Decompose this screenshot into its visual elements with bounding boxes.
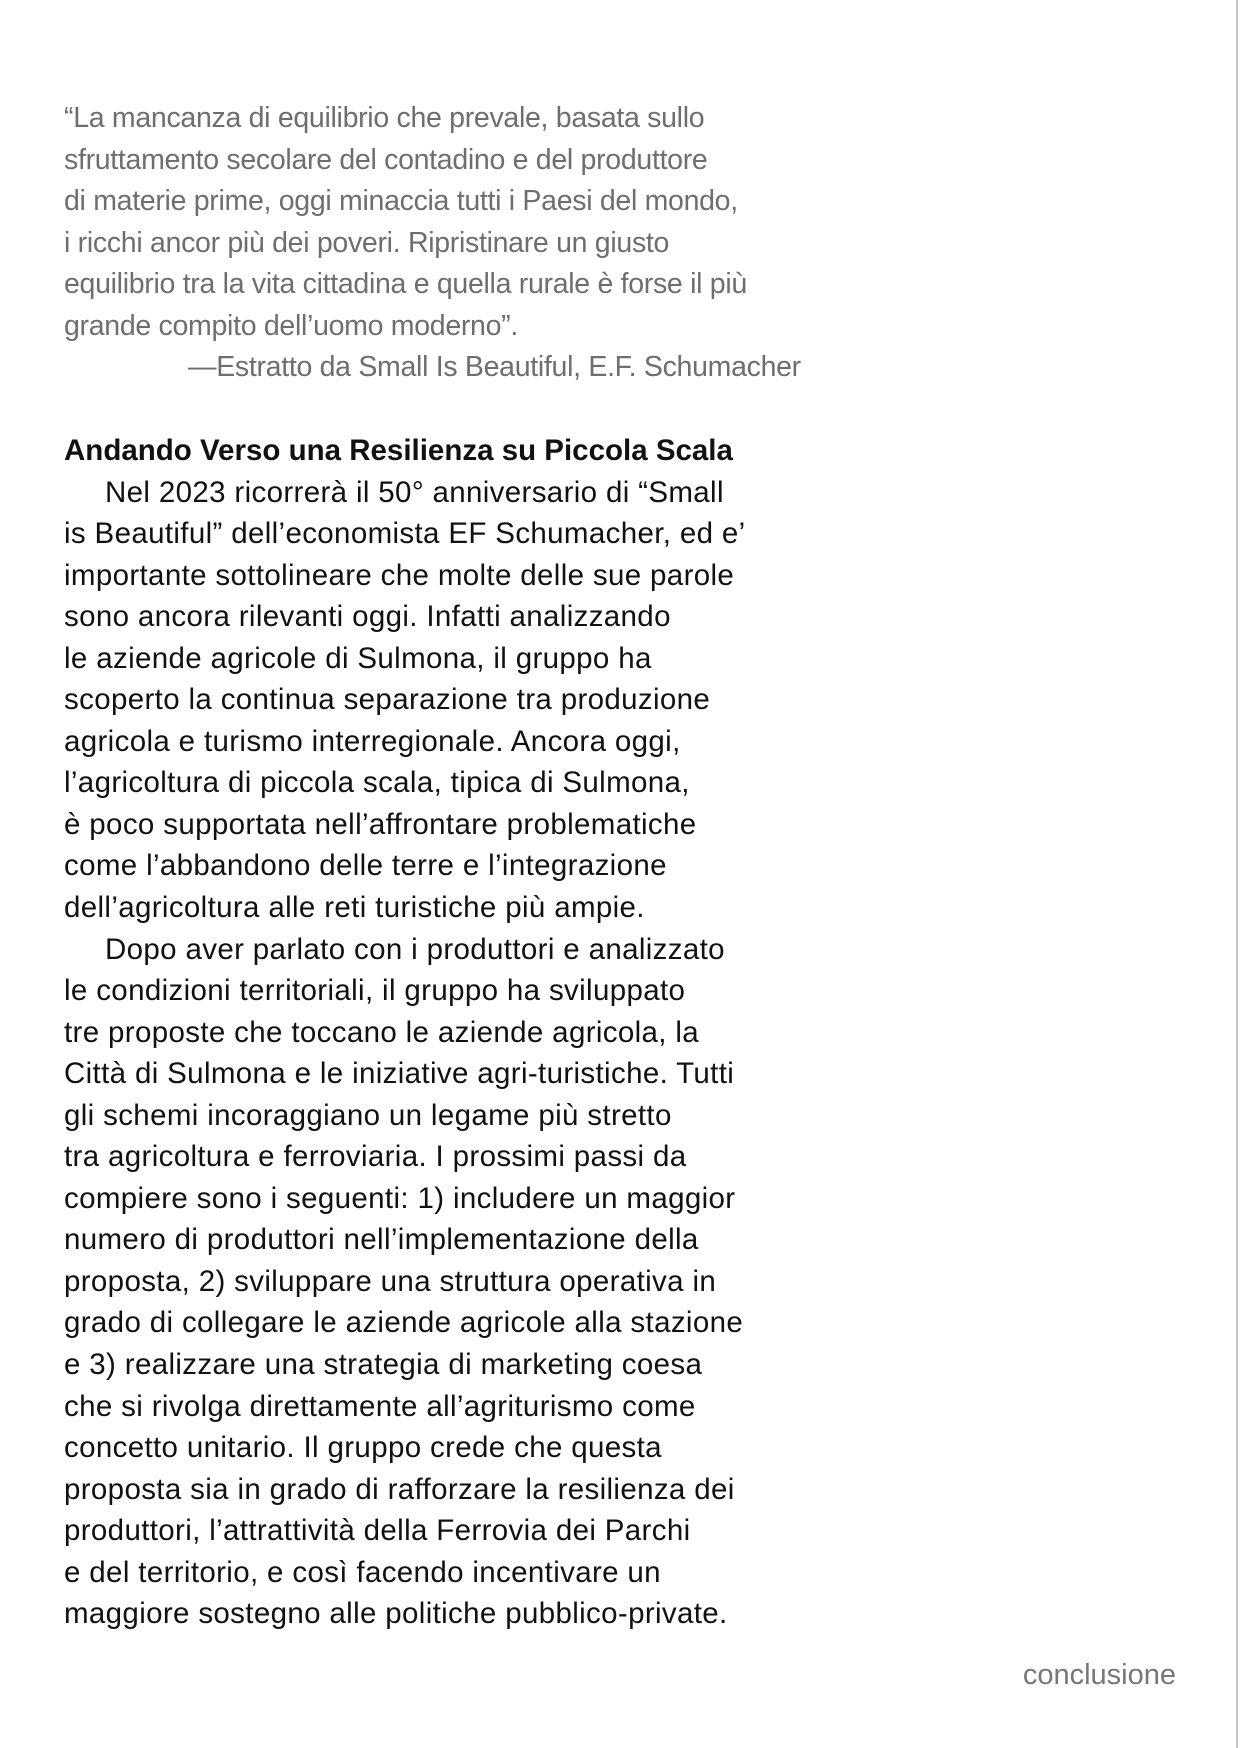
running-footer-section-label: conclusione	[1022, 1659, 1176, 1691]
paragraph-line: le condizioni territoriali, il gruppo ha sviluppato	[64, 974, 686, 1008]
paragraph-2	[64, 929, 804, 1635]
paragraph-line: agricola e turismo interregionale. Ancora oggi,	[64, 724, 681, 758]
paragraph-line: importante sottolineare che molte delle sue parole	[64, 558, 735, 592]
paragraph-line: e del territorio, e così facendo incentivare un	[64, 1555, 661, 1589]
paragraph-line: maggiore sostegno alle politiche pubblico-private.	[64, 1597, 728, 1631]
quote-line: grande compito dell’uomo moderno”.	[64, 309, 518, 342]
quote-line: i ricchi ancor più dei poveri. Ripristinare un giusto	[64, 226, 670, 259]
paragraph-line: produttori, l’attrattività della Ferrovia dei Parchi	[64, 1514, 691, 1548]
paragraph-line: grado di collegare le aziende agricole alla stazione	[64, 1306, 744, 1340]
paragraph-1	[64, 472, 804, 929]
paragraph-line: che si rivolga direttamente all’agriturismo come	[64, 1389, 696, 1423]
paragraph-line: compiere sono i seguenti: 1) includere un maggior	[64, 1181, 736, 1215]
paragraph-line: gli schemi incoraggiano un legame più stretto	[64, 1098, 672, 1132]
quote-attribution: —Estratto da Small Is Beautiful, E.F. Schumacher	[188, 351, 801, 383]
paragraph-line: proposta, 2) sviluppare una struttura operativa in	[64, 1264, 717, 1298]
quote-line: di materie prime, oggi minaccia tutti i Paesi del mondo,	[64, 185, 738, 217]
quote-line: sfruttamento secolare del contadino e del produttore	[64, 143, 708, 176]
paragraph-line: numero di produttori nell’implementazione della	[64, 1223, 699, 1257]
paragraph-line: proposta sia in grado di rafforzare la resilienza dei	[64, 1472, 735, 1506]
paragraph-line: e 3) realizzare una strategia di marketing coesa	[64, 1347, 703, 1381]
page-edge-rule	[1236, 0, 1238, 1748]
paragraph-line: è poco supportata nell’affrontare problematiche	[64, 807, 697, 841]
section-heading: Andando Verso una Resilienza su Piccola Scala	[64, 434, 733, 467]
quote-line: equilibrio tra la vita cittadina e quella rurale è forse il più	[64, 268, 747, 300]
paragraph-line: Nel 2023 ricorrerà il 50° anniversario di “Small	[105, 475, 724, 509]
conclusion-section	[64, 430, 804, 1635]
paragraph-line: dell’agricoltura alle reti turistiche più ampie.	[64, 890, 645, 924]
paragraph-line: le aziende agricole di Sulmona, il gruppo ha	[64, 641, 652, 675]
paragraph-line: sono ancora rilevanti oggi. Infatti analizzando	[64, 600, 671, 634]
paragraph-line: tra agricoltura e ferroviaria. I prossimi passi da	[64, 1140, 687, 1174]
paragraph-line: come l’abbandono delle terre e l’integrazione	[64, 849, 667, 883]
paragraph-line: l’agricoltura di piccola scala, tipica di Sulmona,	[64, 766, 690, 800]
quote-line: “La mancanza di equilibrio che prevale, basata sullo	[64, 102, 705, 134]
paragraph-line: scoperto la continua separazione tra produzione	[64, 683, 711, 717]
paragraph-line: is Beautiful” dell’economista EF Schumacher, ed e’	[64, 517, 746, 551]
epigraph-quote	[64, 98, 824, 347]
paragraph-line: Dopo aver parlato con i produttori e analizzato	[105, 932, 725, 966]
paragraph-line: Città di Sulmona e le iniziative agri-turistiche. Tutti	[64, 1057, 735, 1091]
paragraph-line: tre proposte che toccano le aziende agricola, la	[64, 1015, 700, 1049]
paragraph-line: concetto unitario. Il gruppo crede che questa	[64, 1431, 662, 1465]
